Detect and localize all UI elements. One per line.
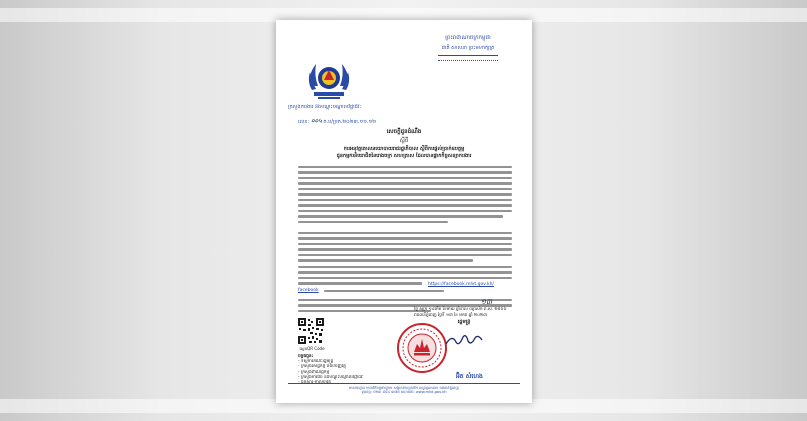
cc-item: - ទីស្តីការគណៈរដ្ឋមន្ត្រី <box>298 359 334 365</box>
reference-number <box>298 117 376 126</box>
kingdom-header <box>418 34 518 61</box>
footer-contact: ទូរស័ព្ទ: ០២៣ ៨៨៤ ៣៧៥ គេហទំព័រ: www.mlvt.gov.kh <box>361 390 447 395</box>
document-footer <box>288 383 520 395</box>
cc-title: ចម្លងជូន: <box>298 354 314 359</box>
subject-line-1: ការអនុវត្តគោលនយោបាយរាជរដ្ឋាភិបាល ស្តីពីការផ្តល់ប្រាក់ឧបត្ថម្ភ <box>343 146 465 152</box>
facebook-link-continued[interactable]: facebook <box>298 288 319 293</box>
kingdom-motto: ជាតិ សាសនា ព្រះមហាក្សត្រ <box>441 45 495 51</box>
cc-item: - ឯកសារ-កាលប្បវត្តិ <box>298 380 332 386</box>
cc-item: - ក្រសួងការងារ និងបណ្តុះបណ្តាលវិជ្ជាជីវៈ <box>298 374 364 380</box>
lunar-date: ថ្ងៃ សុក្រ ១៤កើត ខែមាឃ ឆ្នាំខាល ចត្វាស័ក ព.ស. ២៥៦៦ <box>414 306 507 311</box>
solar-date: រាជធានីភ្នំពេញ ថ្ងៃទី ១៣ ខែ មករា ឆ្នាំ ២០២៣ <box>414 311 487 317</box>
document-page <box>276 20 532 403</box>
header-ornament <box>438 55 498 61</box>
cc-item: - ក្រសួងសេដ្ឋកិច្ច និងហិរញ្ញវត្ថុ <box>298 364 346 370</box>
signer-name: អ៊ិត សំហេង <box>456 373 483 380</box>
document-about: ស្តីពី <box>399 138 409 144</box>
closing-handwritten-number: ១៣ <box>480 298 492 306</box>
subject-line-2: ជូនកម្មករនិយោជិតនៃរោងចក្រ សហគ្រាស ដែលបានផ្អាកកិច្ចសន្យាការងារ <box>336 153 472 159</box>
paragraph-3-tail <box>324 290 444 295</box>
document-type: សេចក្តីជូនដំណឹង <box>386 129 422 135</box>
ministry-seal-icon <box>396 322 448 374</box>
reference-prefix: លេខ: <box>298 119 310 125</box>
subject-block <box>298 146 510 160</box>
kingdom-title: ព្រះរាជាណាចក្រកម្ពុជា <box>445 35 491 41</box>
ministry-name: ក្រសួងការងារ និងបណ្តុះបណ្តាលវិជ្ជាជីវៈ <box>288 104 361 110</box>
reference-handwritten: ००५ <box>310 117 322 125</box>
minister-title: រដ្ឋមន្ត្រី <box>457 319 471 325</box>
ministry-name-block <box>288 104 438 111</box>
signature-icon <box>444 332 484 348</box>
facebook-link[interactable]: https://facebook.mlvt.gov.kh/ <box>428 282 494 287</box>
qr-caption: ស្កេនQR Code <box>299 346 325 351</box>
reference-suffix: ក.ប/ប្រក.២០២៣.១១.១២ <box>323 119 377 125</box>
ministry-logo-icon <box>306 56 352 104</box>
paragraph-1 <box>298 166 512 226</box>
cc-item: - ក្រសួងពាណិជ្ជកម្ម <box>298 369 330 375</box>
qr-code-icon[interactable] <box>298 318 324 344</box>
paragraph-2 <box>298 232 512 265</box>
footer-address: អាសយដ្ឋាន មហាវិថីកម្ពុជាក្រោម សង្កាត់ទឹកល្អក់ទី២ ខណ្ឌទួលគោក រាជធានីភ្នំពេញ <box>349 385 459 390</box>
